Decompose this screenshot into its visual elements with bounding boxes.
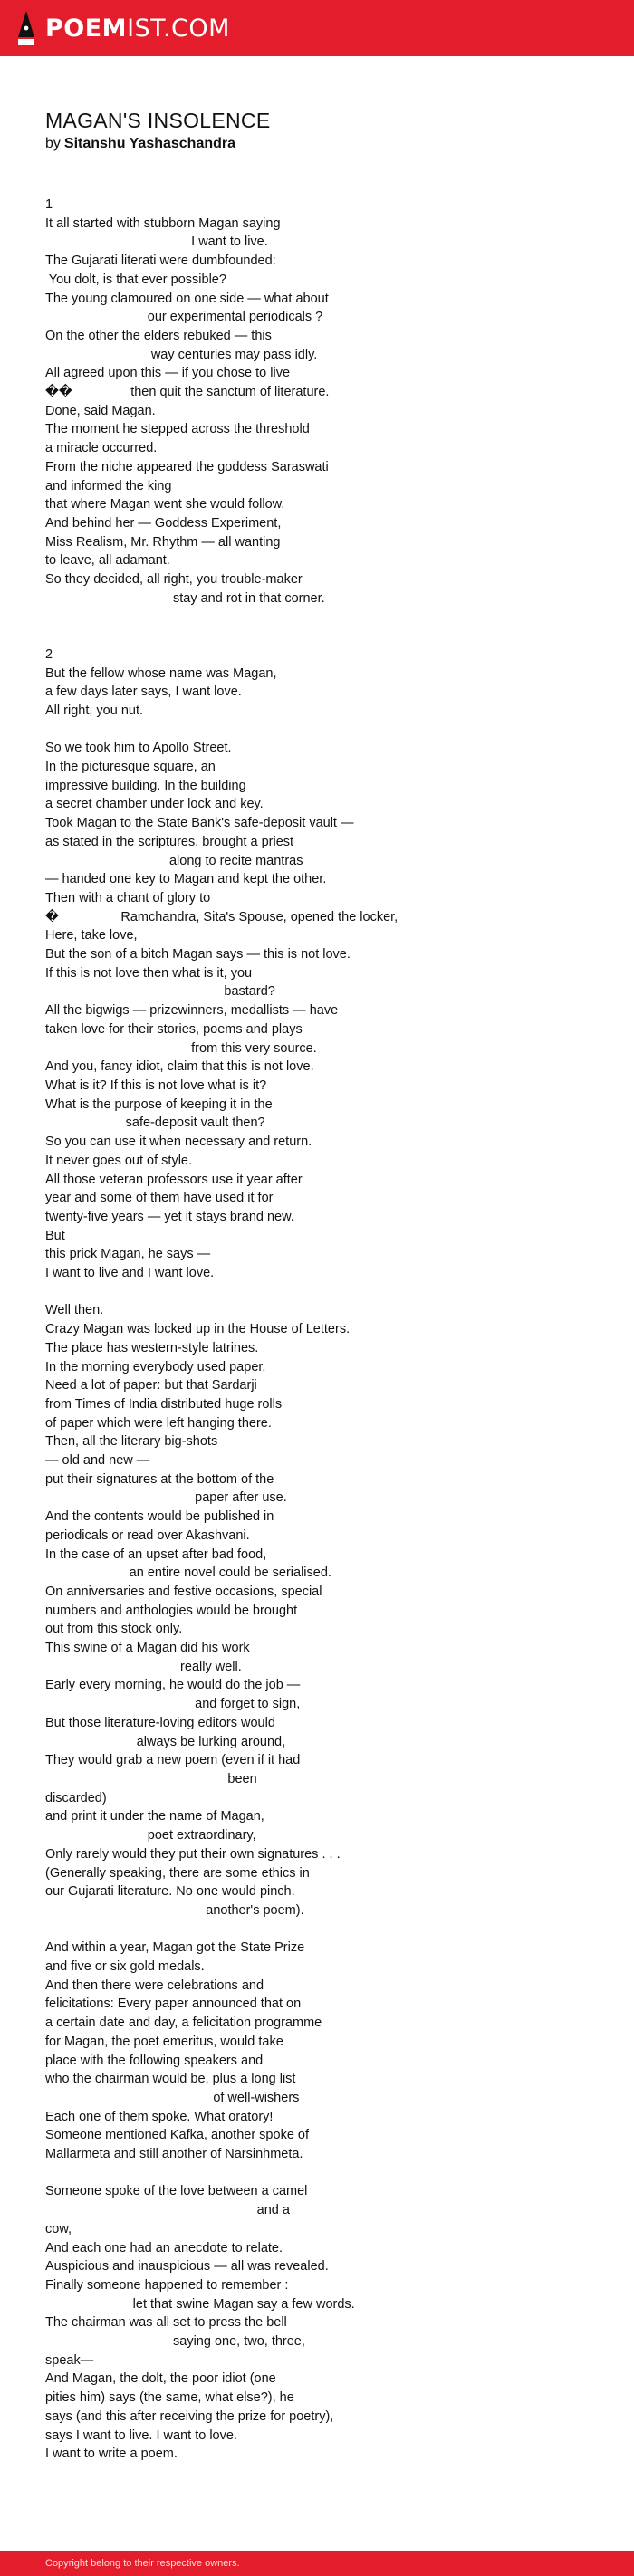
poem-line: safe-deposit vault then? — [45, 1116, 265, 1131]
poem-line: And then there were celebrations and — [45, 1977, 264, 1993]
poem-line: You dolt, is that ever possible? — [45, 272, 226, 287]
poem-line: Took Magan to the State Bank's safe-deposit vault — — [45, 816, 354, 831]
poem-line: Someone mentioned Kafka, another spoke of — [45, 2128, 309, 2143]
poem-line: The young clamoured on one side — what about — [45, 291, 329, 306]
poem-line: �� then quit the sanctum of literature. — [45, 385, 330, 400]
poem-line: (Generally speaking, there are some ethics in — [45, 1865, 310, 1881]
poem-line: I want to write a poem. — [45, 2447, 178, 2462]
poem-line: All agreed upon this — if you chose to live — [45, 366, 291, 381]
site-footer — [0, 2551, 634, 2576]
poem-line: along to recite mantras — [45, 853, 303, 868]
poem-line: our Gujarati literature. No one would pinch. — [45, 1884, 295, 1900]
poem-line: I want to live and I want love. — [45, 1266, 215, 1281]
poem-line: But — [45, 1228, 65, 1243]
poem-line: It never goes out of style. — [45, 1153, 193, 1168]
poem-line: another's poem). — [45, 1902, 304, 1918]
poem-line: and informed the king — [45, 478, 172, 493]
poem-line: But those literature-loving editors would — [45, 1715, 275, 1730]
poem-line: Here, take love, — [45, 928, 138, 943]
poem-line: really well. — [45, 1659, 242, 1674]
poem-line: So they decided, all right, you trouble-maker — [45, 572, 303, 588]
poem-line: In the case of an upset after bad food, — [45, 1547, 267, 1562]
poem-line: But the fellow whose name was Magan, — [45, 666, 277, 681]
poem-line: Finally someone happened to remember : — [45, 2277, 289, 2293]
poem-line — [45, 2164, 598, 2183]
poem-line: that where Magan went she would follow. — [45, 497, 285, 512]
poem-line: who the chairman would be, plus a long list — [45, 2072, 296, 2087]
poem-line: And behind her — Goddess Experiment, — [45, 515, 282, 531]
poem-line: as stated in the scriptures, brought a priest — [45, 834, 294, 849]
poem-line: twenty-five years — yet it stays brand new. — [45, 1209, 294, 1224]
poem-line: This swine of a Magan did his work — [45, 1641, 250, 1656]
poem-line: our experimental periodicals ? — [45, 310, 323, 325]
copyright-text: Copyright belong to their respective owners. — [45, 2558, 240, 2569]
poem-line: out from this stock only. — [45, 1622, 183, 1637]
poem-line: All those veteran professors use it year after — [45, 1172, 303, 1187]
poem-line: taken love for their stories, poems and plays — [45, 1021, 303, 1037]
poem-line: On the other the elders rebuked — this — [45, 328, 272, 343]
poem-line: All the bigwigs — prizewinners, medallists — have — [45, 1003, 339, 1019]
poem-line: Well then. — [45, 1303, 104, 1318]
poem-line: to leave, all adamant. — [45, 553, 170, 569]
poem-line: What is the purpose of keeping it in the — [45, 1096, 273, 1112]
poem-line: a certain date and day, a felicitation programme — [45, 2016, 322, 2031]
poem-line: paper after use. — [45, 1490, 287, 1506]
poem-line: put their signatures at the bottom of the — [45, 1471, 274, 1487]
poem-body — [45, 196, 598, 2464]
poem-line: — handed one key to Magan and kept the other. — [45, 872, 327, 887]
poem-line — [45, 721, 598, 740]
poem-line: Early every morning, he would do the job — — [45, 1678, 301, 1693]
poem-line: and a — [45, 2203, 290, 2218]
poem-line: of paper which were left hanging there. — [45, 1415, 272, 1431]
poem-line: a miracle occurred. — [45, 441, 158, 456]
poem-line: an entire novel could be serialised. — [45, 1566, 331, 1581]
poem-line: stay and rot in that corner. — [45, 590, 325, 606]
poem-line: speak— — [45, 2352, 94, 2368]
poem-title: MAGAN'S INSOLENCE — [45, 109, 271, 132]
poem-line: And Magan, the dolt, the poor idiot (one — [45, 2371, 276, 2387]
poem-line: Mallarmeta and still another of Narsinhmeta. — [45, 2147, 303, 2162]
logo-rest-part: IST.COM — [127, 14, 230, 43]
poem-line: They would grab a new poem (even if it had — [45, 1753, 301, 1768]
poem-line: But the son of a bitch Magan says — this is not love. — [45, 947, 351, 962]
poem-line — [45, 608, 598, 627]
poem-line — [45, 1283, 598, 1302]
poem-line: been — [45, 1772, 257, 1786]
poem-line: Auspicious and inauspicious — all was revealed. — [45, 2259, 329, 2274]
poem-line: I want to live. — [45, 235, 268, 250]
poem-line: The place has western-style latrines. — [45, 1340, 259, 1355]
pen-nib-icon[interactable] — [16, 10, 36, 46]
poem-line: Miss Realism, Mr. Rhythm — all wanting — [45, 534, 281, 550]
poem-line: And the contents would be published in — [45, 1509, 274, 1525]
poem-line: and forget to sign, — [45, 1697, 301, 1712]
poem-line: The moment he stepped across the threshold — [45, 422, 310, 437]
poem-line: impressive building. In the building — [45, 778, 246, 793]
poem-line: From the niche appeared the goddess Saraswati — [45, 459, 329, 474]
poem-line: So you can use it when necessary and return. — [45, 1135, 312, 1150]
poem-line: And you, fancy idiot, claim that this is not love. — [45, 1059, 314, 1075]
poem-line: On anniversaries and festive occasions, special — [45, 1584, 322, 1599]
poem-line: pities him) says (the same, what else?), he — [45, 2390, 294, 2406]
poem-line: 2 — [45, 646, 53, 662]
poem-line: Each one of them spoke. What oratory! — [45, 2109, 274, 2124]
logo-bold-part: POEM — [45, 14, 128, 43]
poem-line: And within a year, Magan got the State Prize — [45, 1940, 305, 1956]
poem-line: numbers and anthologies would be brought — [45, 1603, 298, 1618]
byline — [45, 134, 598, 154]
poem-line: Someone spoke of the love between a camel — [45, 2184, 308, 2199]
poem-line: Then, all the literary big-shots — [45, 1434, 218, 1450]
poem-line: cow, — [45, 2221, 72, 2236]
site-header — [0, 0, 634, 56]
poem-line: saying one, two, three, — [45, 2334, 305, 2350]
poem-line: The chairman was all set to press the bell — [45, 2315, 287, 2331]
poem-line: a few days later says, I want love. — [45, 685, 242, 700]
poem-line — [45, 627, 598, 646]
poem-line: let that swine Magan say a few words. — [45, 2296, 355, 2312]
poem-line: � Ramchandra, Sita's Spouse, opened the locker, — [45, 909, 399, 924]
poem-line: And each one had an anecdote to relate. — [45, 2240, 283, 2255]
poem-line: In the morning everybody used paper. — [45, 1359, 266, 1374]
poem-line: place with the following speakers and — [45, 2053, 264, 2068]
poem-line: felicitations: Every paper announced that on — [45, 1997, 302, 2012]
poem-line: Need a lot of paper: but that Sardarji — [45, 1378, 257, 1393]
poem-line: of well-wishers — [45, 2090, 300, 2105]
poem-line — [45, 1920, 598, 1939]
author-name[interactable]: Sitanshu Yashaschandra — [63, 136, 236, 151]
poem-line: always be lurking around, — [45, 1734, 286, 1749]
poem-line: this prick Magan, he says — — [45, 1247, 211, 1262]
poem-line: 1 — [45, 197, 53, 212]
poem-line: bastard? — [45, 984, 275, 1000]
poem-line: The Gujarati literati were dumbfounded: — [45, 254, 276, 269]
poem-line: for Magan, the poet emeritus, would take — [45, 2034, 283, 2049]
poem-line: Done, said Magan. — [45, 403, 156, 418]
poem-line: All right, you nut. — [45, 703, 143, 718]
poem-line: and five or six gold medals. — [45, 1959, 205, 1975]
poem-content — [45, 107, 598, 2464]
poem-line: periodicals or read over Akashvani. — [45, 1527, 250, 1543]
poem-line: Then with a chant of glory to — [45, 890, 211, 905]
poem-line: So we took him to Apollo Street. — [45, 741, 232, 756]
poem-line: poet extraordinary, — [45, 1828, 256, 1843]
poem-line: In the picturesque square, an — [45, 760, 216, 775]
poem-line: Only rarely would they put their own signatures . . . — [45, 1846, 341, 1862]
poem-line: If this is not love then what is it, you — [45, 965, 253, 981]
poem-line: says (and this after receiving the prize for poetry), — [45, 2408, 334, 2424]
poem-line: and print it under the name of Magan, — [45, 1809, 264, 1824]
poem-line: way centuries may pass idly. — [45, 347, 318, 362]
poem-line: year and some of them have used it for — [45, 1191, 274, 1206]
poem-line: says I want to live. I want to love. — [45, 2428, 237, 2443]
poem-line: What is it? If this is not love what is it? — [45, 1078, 267, 1093]
poem-line: — old and new — — [45, 1453, 150, 1469]
site-logo[interactable] — [45, 14, 230, 43]
poem-line: Crazy Magan was locked up in the House of Letters. — [45, 1322, 351, 1337]
poem-line: It all started with stubborn Magan saying — [45, 215, 281, 231]
poem-line: discarded) — [45, 1790, 107, 1805]
poem-line: a secret chamber under lock and key. — [45, 797, 264, 812]
by-label: by — [45, 136, 61, 151]
poem-line: from Times of India distributed huge rolls — [45, 1396, 283, 1412]
poem-line: from this very source. — [45, 1040, 317, 1056]
